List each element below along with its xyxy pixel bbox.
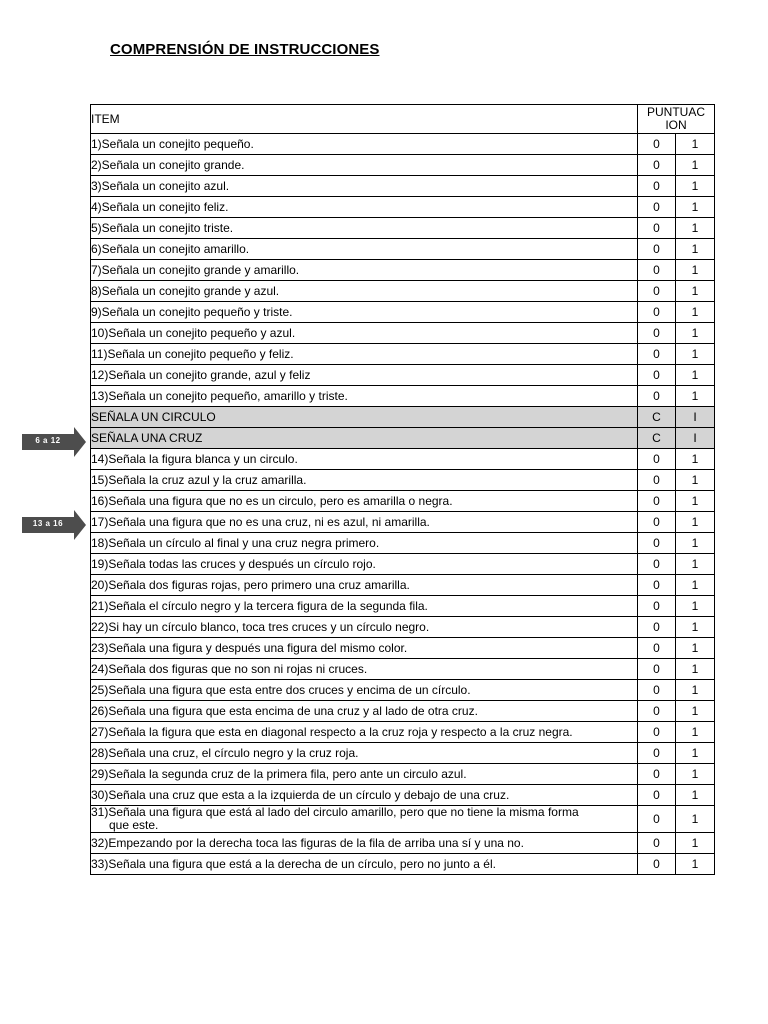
table-row xyxy=(91,575,715,596)
table-row xyxy=(91,155,715,176)
item-text: 3)Señala un conejito azul. xyxy=(91,176,638,197)
item-text: 6)Señala un conejito amarillo. xyxy=(91,239,638,260)
item-text: SEÑALA UN CIRCULO xyxy=(91,407,638,428)
score-option-a: 0 xyxy=(638,659,676,680)
table-row xyxy=(91,701,715,722)
score-option-b: 1 xyxy=(676,512,715,533)
score-option-a: 0 xyxy=(638,344,676,365)
score-option-b: 1 xyxy=(676,491,715,512)
table-row xyxy=(91,659,715,680)
range-arrow-label: 6 a 12 xyxy=(35,436,61,445)
score-option-b: 1 xyxy=(676,743,715,764)
score-option-b: 1 xyxy=(676,218,715,239)
score-option-b: 1 xyxy=(676,659,715,680)
item-text: 12)Señala un conejito grande, azul y feliz xyxy=(91,365,638,386)
item-text: 25)Señala una figura que esta entre dos cruces y encima de un círculo. xyxy=(91,680,638,701)
score-option-a: 0 xyxy=(638,281,676,302)
score-option-b: I xyxy=(676,428,715,449)
score-option-a: 0 xyxy=(638,785,676,806)
score-option-a: 0 xyxy=(638,743,676,764)
table-row xyxy=(91,764,715,785)
table-row xyxy=(91,218,715,239)
score-option-a: 0 xyxy=(638,176,676,197)
score-option-b: 1 xyxy=(676,365,715,386)
score-option-b: 1 xyxy=(676,638,715,659)
item-text: 16)Señala una figura que no es un circulo, pero es amarilla o negra. xyxy=(91,491,638,512)
header-score-line2: ION xyxy=(665,118,687,132)
score-option-a: 0 xyxy=(638,239,676,260)
item-text: 26)Señala una figura que esta encima de una cruz y al lado de otra cruz. xyxy=(91,701,638,722)
table-row xyxy=(91,260,715,281)
item-text xyxy=(91,806,638,833)
item-text: 13)Señala un conejito pequeño, amarillo y triste. xyxy=(91,386,638,407)
table-row xyxy=(91,638,715,659)
score-option-a: 0 xyxy=(638,533,676,554)
table-row xyxy=(91,344,715,365)
range-arrow-6-12 xyxy=(22,427,86,457)
score-option-a: 0 xyxy=(638,449,676,470)
table-row xyxy=(91,134,715,155)
item-text: 1)Señala un conejito pequeño. xyxy=(91,134,638,155)
range-arrow-label: 13 a 16 xyxy=(32,519,64,528)
item-text: 24)Señala dos figuras que no son ni rojas ni cruces. xyxy=(91,659,638,680)
table-row xyxy=(91,722,715,743)
table-row xyxy=(91,680,715,701)
item-text: 8)Señala un conejito grande y azul. xyxy=(91,281,638,302)
score-option-a: 0 xyxy=(638,218,676,239)
table-row xyxy=(91,449,715,470)
item-text: 5)Señala un conejito triste. xyxy=(91,218,638,239)
item-text: 28)Señala una cruz, el círculo negro y la cruz roja. xyxy=(91,743,638,764)
item-text: 18)Señala un círculo al final y una cruz negra primero. xyxy=(91,533,638,554)
table-header-row xyxy=(91,105,715,134)
score-option-b: 1 xyxy=(676,176,715,197)
score-option-a: 0 xyxy=(638,554,676,575)
score-option-a: 0 xyxy=(638,617,676,638)
item-text: 11)Señala un conejito pequeño y feliz. xyxy=(91,344,638,365)
table-row xyxy=(91,323,715,344)
score-option-b: 1 xyxy=(676,533,715,554)
score-option-b: 1 xyxy=(676,470,715,491)
table-row xyxy=(91,407,715,428)
table-row xyxy=(91,617,715,638)
score-option-a: 0 xyxy=(638,806,676,833)
score-option-b: 1 xyxy=(676,302,715,323)
score-option-b: 1 xyxy=(676,155,715,176)
score-option-a: 0 xyxy=(638,680,676,701)
item-text: 33)Señala una figura que está a la derecha de un círculo, pero no junto a él. xyxy=(91,854,638,875)
score-option-a: 0 xyxy=(638,197,676,218)
table-row xyxy=(91,854,715,875)
score-option-b: 1 xyxy=(676,701,715,722)
score-option-a: 0 xyxy=(638,155,676,176)
score-option-a: 0 xyxy=(638,134,676,155)
table-row xyxy=(91,365,715,386)
score-option-a: 0 xyxy=(638,596,676,617)
score-option-a: 0 xyxy=(638,260,676,281)
score-option-b: 1 xyxy=(676,680,715,701)
header-score xyxy=(638,105,715,134)
item-text: 17)Señala una figura que no es una cruz, ni es azul, ni amarilla. xyxy=(91,512,638,533)
table-row xyxy=(91,533,715,554)
item-text: 15)Señala la cruz azul y la cruz amarilla. xyxy=(91,470,638,491)
item-text: 32)Empezando por la derecha toca las figuras de la fila de arriba una sí y una no. xyxy=(91,833,638,854)
score-option-a: 0 xyxy=(638,833,676,854)
table-row xyxy=(91,176,715,197)
score-option-a: 0 xyxy=(638,722,676,743)
table-row xyxy=(91,470,715,491)
score-option-a: 0 xyxy=(638,701,676,722)
score-option-b: 1 xyxy=(676,833,715,854)
score-option-a: 0 xyxy=(638,575,676,596)
score-option-a: 0 xyxy=(638,491,676,512)
table-row xyxy=(91,386,715,407)
item-text: 30)Señala una cruz que esta a la izquierda de un círculo y debajo de una cruz. xyxy=(91,785,638,806)
table-row xyxy=(91,806,715,833)
score-option-b: 1 xyxy=(676,323,715,344)
score-option-b: 1 xyxy=(676,854,715,875)
score-option-b: I xyxy=(676,407,715,428)
score-option-b: 1 xyxy=(676,617,715,638)
item-text: 29)Señala la segunda cruz de la primera fila, pero ante un circulo azul. xyxy=(91,764,638,785)
item-text: 23)Señala una figura y después una figura del mismo color. xyxy=(91,638,638,659)
table-row xyxy=(91,239,715,260)
item-text: 2)Señala un conejito grande. xyxy=(91,155,638,176)
table-row xyxy=(91,197,715,218)
table-row xyxy=(91,281,715,302)
score-option-b: 1 xyxy=(676,575,715,596)
header-score-line1: PUNTUAC xyxy=(647,105,706,119)
score-option-b: 1 xyxy=(676,596,715,617)
score-option-a: 0 xyxy=(638,512,676,533)
table-row xyxy=(91,833,715,854)
score-option-a: 0 xyxy=(638,854,676,875)
table-row xyxy=(91,428,715,449)
score-option-b: 1 xyxy=(676,785,715,806)
item-text: 9)Señala un conejito pequeño y triste. xyxy=(91,302,638,323)
score-option-a: 0 xyxy=(638,302,676,323)
item-text: 22)Si hay un círculo blanco, toca tres cruces y un círculo negro. xyxy=(91,617,638,638)
item-text: 4)Señala un conejito feliz. xyxy=(91,197,638,218)
page-title: COMPRENSIÓN DE INSTRUCCIONES xyxy=(110,41,380,58)
score-option-b: 1 xyxy=(676,281,715,302)
table-row xyxy=(91,512,715,533)
item-text: 20)Señala dos figuras rojas, pero primero una cruz amarilla. xyxy=(91,575,638,596)
score-option-b: 1 xyxy=(676,764,715,785)
table-row xyxy=(91,491,715,512)
item-text: 19)Señala todas las cruces y después un círculo rojo. xyxy=(91,554,638,575)
item-text-line2: que este. xyxy=(109,818,159,832)
score-option-a: 0 xyxy=(638,386,676,407)
score-option-a: 0 xyxy=(638,470,676,491)
score-option-a: 0 xyxy=(638,638,676,659)
instructions-table xyxy=(90,104,715,875)
score-option-b: 1 xyxy=(676,134,715,155)
item-text: 27)Señala la figura que esta en diagonal respecto a la cruz roja y respecto a la cruz negra. xyxy=(91,722,638,743)
score-option-a: 0 xyxy=(638,764,676,785)
score-option-a: 0 xyxy=(638,365,676,386)
range-arrow-13-16 xyxy=(22,510,86,540)
header-item: ITEM xyxy=(91,105,638,134)
score-option-a: C xyxy=(638,407,676,428)
item-text: 14)Señala la figura blanca y un circulo. xyxy=(91,449,638,470)
table-row xyxy=(91,743,715,764)
score-option-b: 1 xyxy=(676,386,715,407)
item-text: 7)Señala un conejito grande y amarillo. xyxy=(91,260,638,281)
score-option-b: 1 xyxy=(676,239,715,260)
score-option-b: 1 xyxy=(676,344,715,365)
item-text: 21)Señala el círculo negro y la tercera figura de la segunda fila. xyxy=(91,596,638,617)
score-option-a: 0 xyxy=(638,323,676,344)
score-option-b: 1 xyxy=(676,197,715,218)
score-option-b: 1 xyxy=(676,554,715,575)
item-text: SEÑALA UNA CRUZ xyxy=(91,428,638,449)
item-text: 10)Señala un conejito pequeño y azul. xyxy=(91,323,638,344)
table-row xyxy=(91,302,715,323)
score-option-b: 1 xyxy=(676,449,715,470)
table-row xyxy=(91,596,715,617)
score-option-a: C xyxy=(638,428,676,449)
score-option-b: 1 xyxy=(676,806,715,833)
score-option-b: 1 xyxy=(676,722,715,743)
score-option-b: 1 xyxy=(676,260,715,281)
table-row xyxy=(91,554,715,575)
item-text-line1: 31)Señala una figura que está al lado del circulo amarillo, pero que no tiene la misma forma xyxy=(91,805,579,819)
table-row xyxy=(91,785,715,806)
